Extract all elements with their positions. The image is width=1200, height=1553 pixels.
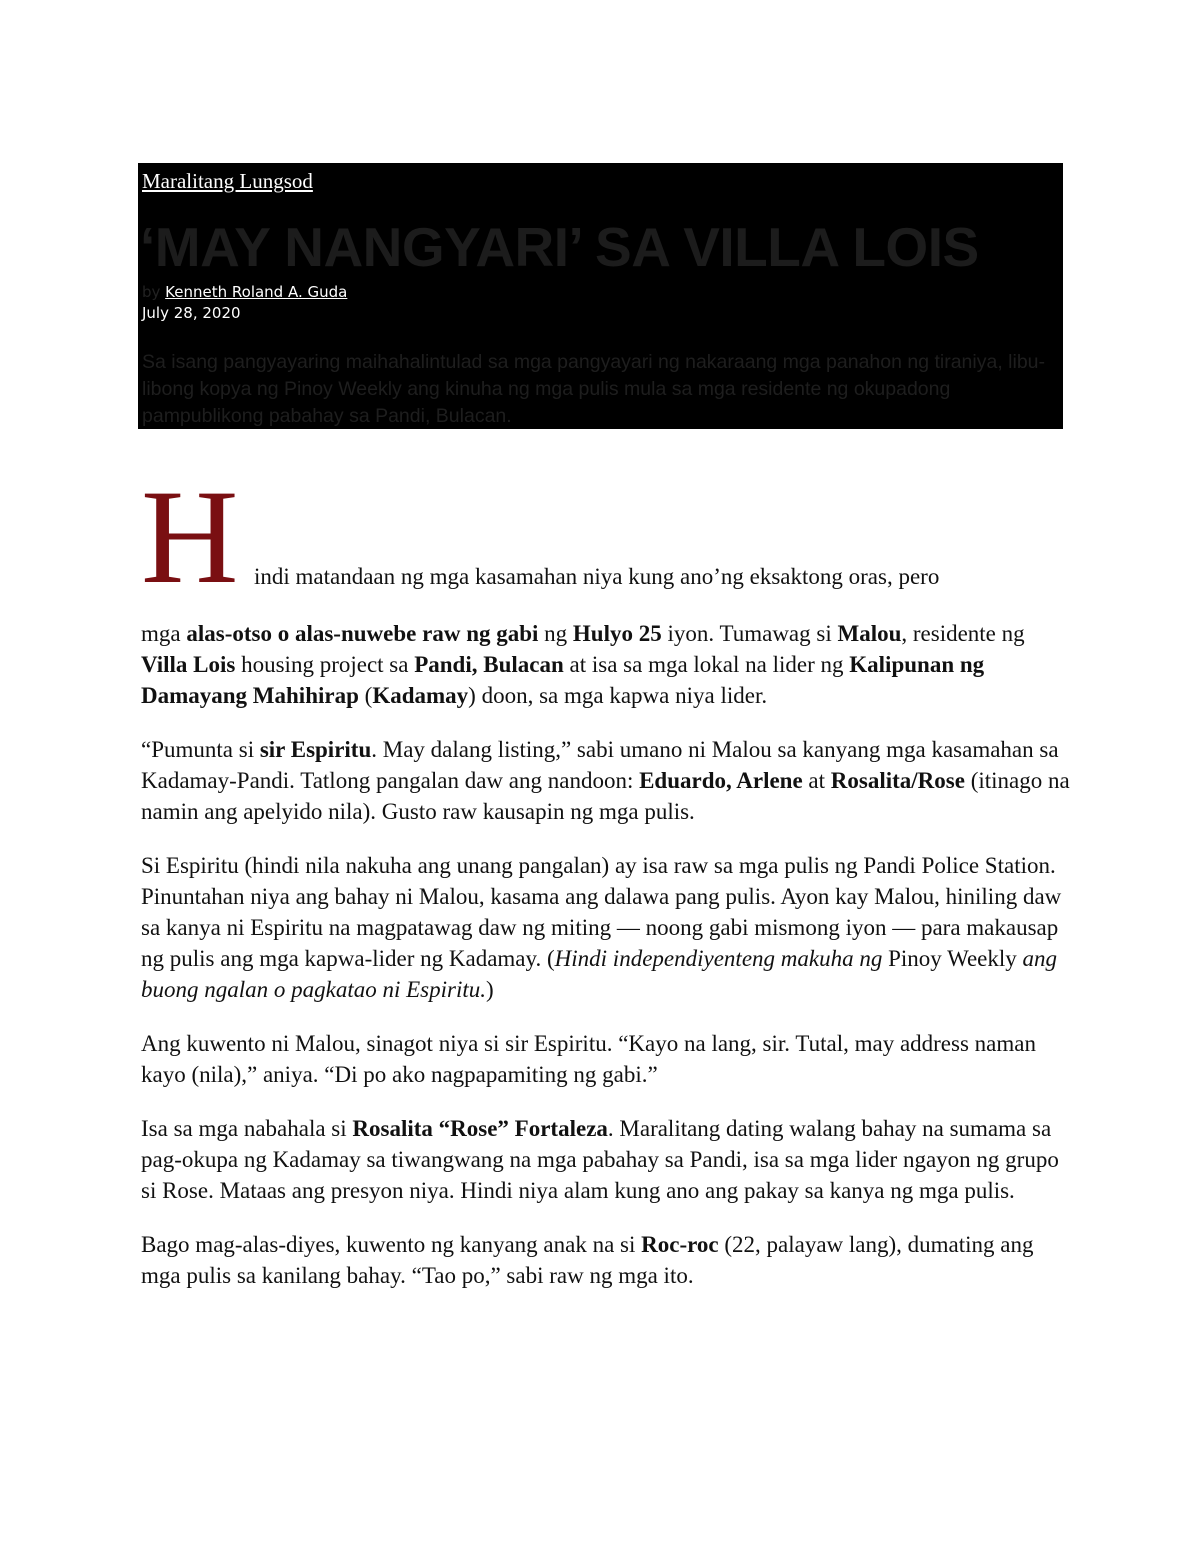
drop-cap: H [141,463,239,612]
text-run: (itinago na namin ang apelyido nila). Gusto raw kausapin ng mga pulis. [141,768,1070,824]
text-run: Si Espiritu (hindi nila nakuha ang unang pangalan) ay isa raw sa mga pulis ng Pandi Police Station. Pinuntahan niya ang bahay ni Malou, kasama ang dalawa pang pulis. Ayon kay Malou, hiniling daw sa kanya ni Espiritu na magpatawag daw ng miting — noong gabi mismong iyon — para makausap ng pulis ang mga kapwa-lider ng Kadamay. ( [141,853,1062,971]
body-paragraph [141,618,1071,711]
bold-text: Pandi, Bulacan [414,652,564,677]
body-paragraph [141,734,1071,827]
text-run: at [802,768,831,793]
text-run: Isa sa mga nabahala si [141,1116,353,1141]
bold-text: Rosalita “Rose” Fortaleza [352,1116,608,1141]
bold-text: Malou [837,621,902,646]
lead-line [141,463,1071,612]
byline-prefix: by [142,283,166,301]
bold-text: Villa Lois [141,652,236,677]
text-run: iyon. Tumawag si [661,621,838,646]
text-run: “Pumunta si [141,737,260,762]
bold-text: alas-otso o alas-nuwebe raw ng gabi [186,621,539,646]
lead-text: indi matandaan ng mga kasamahan niya kung ano’ng eksaktong oras, pero [254,564,940,589]
text-run: mga [141,621,187,646]
author-link[interactable]: Kenneth Roland A. Guda [165,283,348,301]
body-paragraph [141,1113,1071,1206]
text-run: ) [486,977,494,1002]
text-run: . Maralitang dating walang bahay na sumama sa pag-okupa ng Kadamay sa tiwangwang na mga pabahay sa Pandi, isa sa mga lider ngayon ng grupo si Rose. Mataas ang presyon niya. Hindi niya alam kung ano ang pakay sa kanya ng mga pulis. [141,1116,1059,1203]
bold-text: Kalipunan ng Damayang Mahihirap [141,652,985,708]
bold-text: Hulyo 25 [572,621,662,646]
text-run: Pinoy Weekly [882,946,1023,971]
text-run: at isa sa mga lokal na lider ng [563,652,850,677]
publish-date: July 28, 2020 [142,304,241,322]
bold-text: Roc-roc [641,1232,719,1257]
body-paragraph [141,1229,1071,1291]
italic-text: ang buong ngalan o pagkatao ni Espiritu. [141,946,1058,1002]
text-run: Ang kuwento ni Malou, sinagot niya si sir Espiritu. “Kayo na lang, sir. Tutal, may address naman kayo (nila),” aniya. “Di po ako nagpapamiting ng gabi.” [141,1031,1036,1087]
body-paragraph [141,1028,1071,1090]
text-run: (22, palayaw lang), dumating ang mga pulis sa kanilang bahay. “Tao po,” sabi raw ng mga ito. [141,1232,1034,1288]
article-header [138,163,1063,429]
byline [142,283,347,301]
category-link[interactable]: Maralitang Lungsod [142,169,313,193]
text-run: housing project sa [235,652,415,677]
text-run: Bago mag-alas-diyes, kuwento ng kanyang anak na si [141,1232,642,1257]
article-body [141,618,1071,1314]
italic-text: Hindi independiyenteng makuha ng [554,946,883,971]
text-run: . May dalang listing,” sabi umano ni Malou sa kanyang mga kasamahan sa Kadamay-Pandi. Tatlong pangalan daw ang nandoon: [141,737,1059,793]
article-dek: Sa isang pangyayaring maihahalintulad sa mga pangyayari ng nakaraang mga panahon ng tiraniya, libu-libong kopya ng Pinoy Weekly ang kinuha ng mga pulis mula sa mga residente ng okupadong pampublikong pabahay sa Pandi, Bulacan. [142,351,1046,427]
text-run: ) doon, sa mga kapwa niya lider. [468,683,768,708]
text-run: , residente ng [901,621,1025,646]
bold-text: Rosalita/Rose [830,768,965,793]
bold-text: sir Espiritu [259,737,372,762]
body-paragraph [141,850,1071,1005]
bold-text: Eduardo, Arlene [639,768,803,793]
bold-text: Kadamay [372,683,469,708]
article-headline: ‘MAY NANGYARI’ SA VILLA LOIS [140,216,979,278]
text-run: ( [358,683,373,708]
text-run: ng [538,621,573,646]
